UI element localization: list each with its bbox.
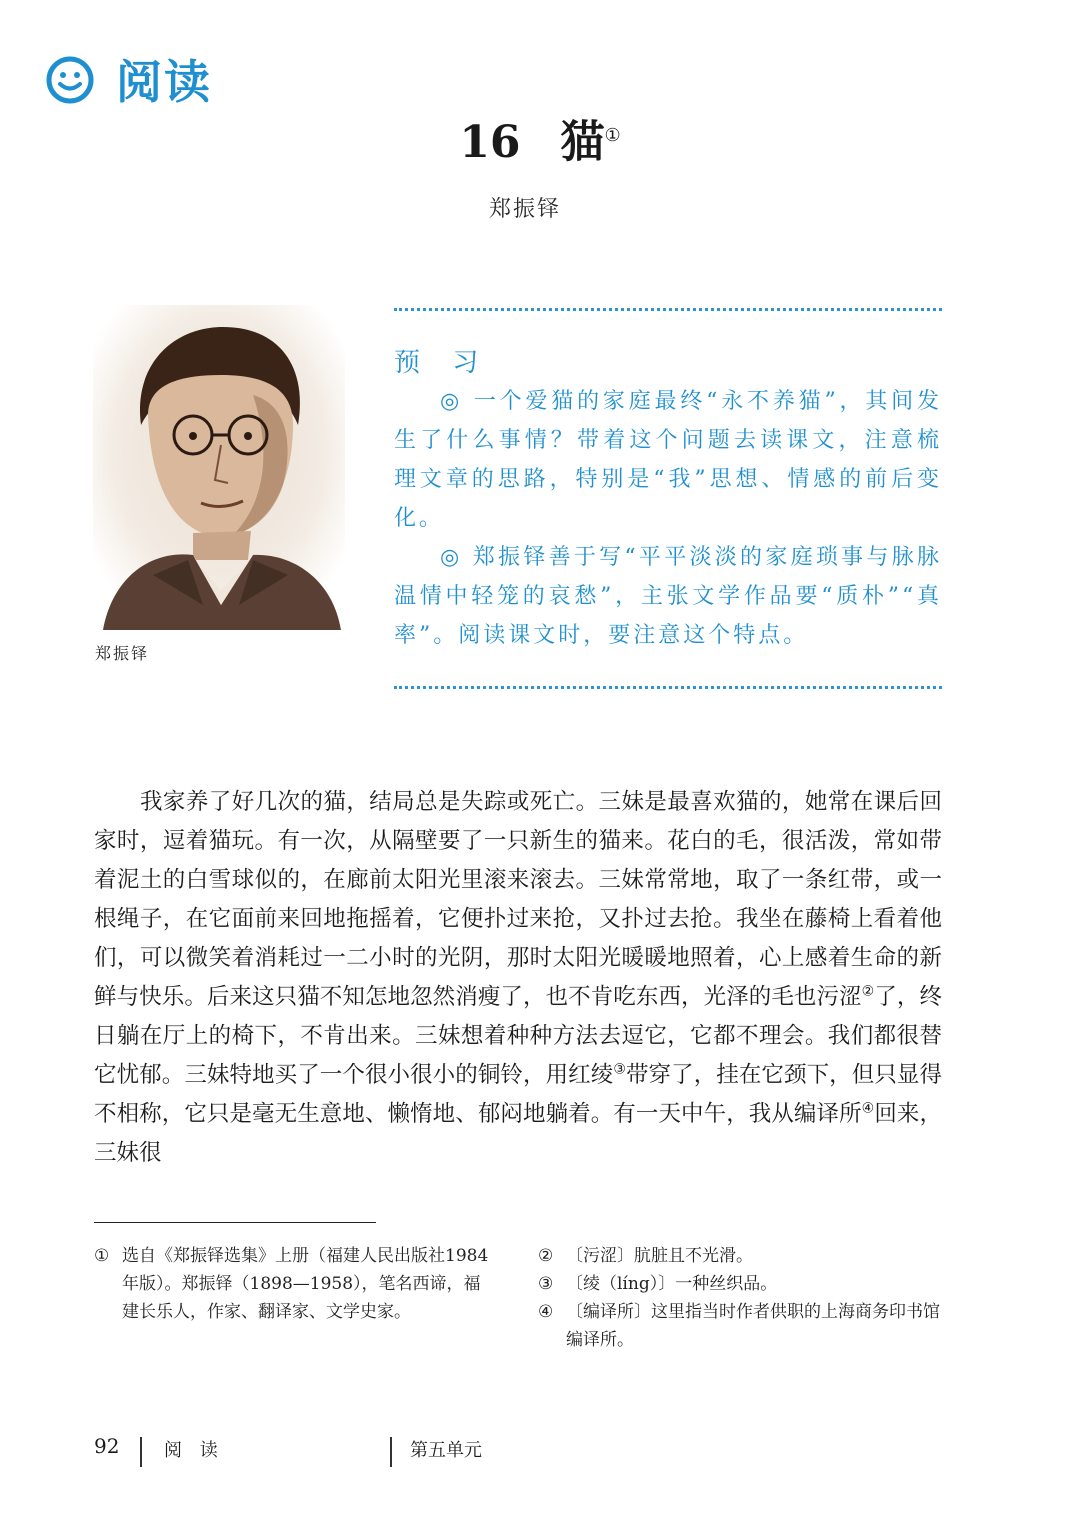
author-name: 郑振铎 [488,197,561,222]
preview-heading: 预 习 [394,348,491,378]
lesson-name: 猫 [560,116,605,168]
preview-paragraph: ◎ 郑振铎善于写“平平淡淡的家庭琐事与脉脉温情中轻笼的哀愁”，主张文学作品要“质朴”“真率”。阅读课文时，要注意这个特点。 [394,545,942,648]
author-portrait [93,305,345,630]
preview-bottom-divider [394,686,942,689]
footnote-item: ① 选自《郑振铎选集》上册（福建人民出版社1984年版）。郑振铎（1898—1958），笔名西谛，福建长乐人，作家、翻译家、文学史家。 [94,1246,489,1322]
footnote-ref-4: ④ [861,1100,875,1117]
lesson-body [94,783,942,1173]
footnotes-left [94,1242,494,1326]
lesson-title [0,108,1080,171]
footnotes-right [538,1242,942,1354]
preview-body [394,382,942,655]
preview-paragraph: ◎ 一个爱猫的家庭最终“永不养猫”，其间发生了什么事情？带着这个问题去读课文，注意梳理文章的思路，特别是“我”思想、情感的前后变化。 [394,389,942,531]
lesson-number: 16 [459,116,521,168]
page-number: 92 [94,1434,120,1458]
footnote-item: ③ 〔绫（líng）〕一种丝织品。 [538,1274,778,1294]
section-title: 阅读 [116,55,212,109]
footnote-item: ② 〔污涩〕肮脏且不光滑。 [538,1246,753,1266]
preview-top-divider [394,308,942,311]
footnote-ref-1: ① [604,125,621,146]
footer-section: 阅 读 [164,1440,224,1461]
footer-unit: 第五单元 [410,1440,482,1461]
footnote-ref-3: ③ [613,1061,626,1078]
footer-divider [140,1437,142,1467]
body-paragraph: 我家养了好几次的猫，结局总是失踪或死亡。三妹是最喜欢猫的，她常在课后回家时，逗着猫玩。有一次，从隔壁要了一只新生的猫来。花白的毛，很活泼，常如带着泥土的白雪球似的，在廊前太阳光里滚来滚去。三妹常常地，取了一条红带，或一根绳子，在它面前来回地拖摇着，它便扑过来抢，又扑过去抢。我坐在藤椅上看着他们，可以微笑着消耗过一二小时的光阴，那时太阳光暖暖地照着，心上感着生命的新鲜与快乐。后来这只猫不知怎地忽然消瘦了，也不肯吃东西，光泽的毛也污涩②了，终日躺在厅上的椅下，不肯出来。三妹想着种种方法去逗它，它都不理会。我们都很替它忧郁。三妹特地买了一个很小很小的铜铃，用红绫③带穿了，挂在它颈下，但只显得不相称，它只是毫无生意地、懒惰地、郁闷地躺着。有一天中午，我从编译所④回来，三妹很 [94,789,942,1166]
footnote-item: ④ 〔编译所〕这里指当时作者供职的上海商务印书馆编译所。 [538,1302,940,1350]
footnote-divider [94,1222,376,1223]
footnote-ref-2: ② [861,983,875,1000]
footer-divider [390,1437,392,1467]
portrait-caption: 郑振铎 [95,644,150,663]
smiley-icon [46,56,94,104]
